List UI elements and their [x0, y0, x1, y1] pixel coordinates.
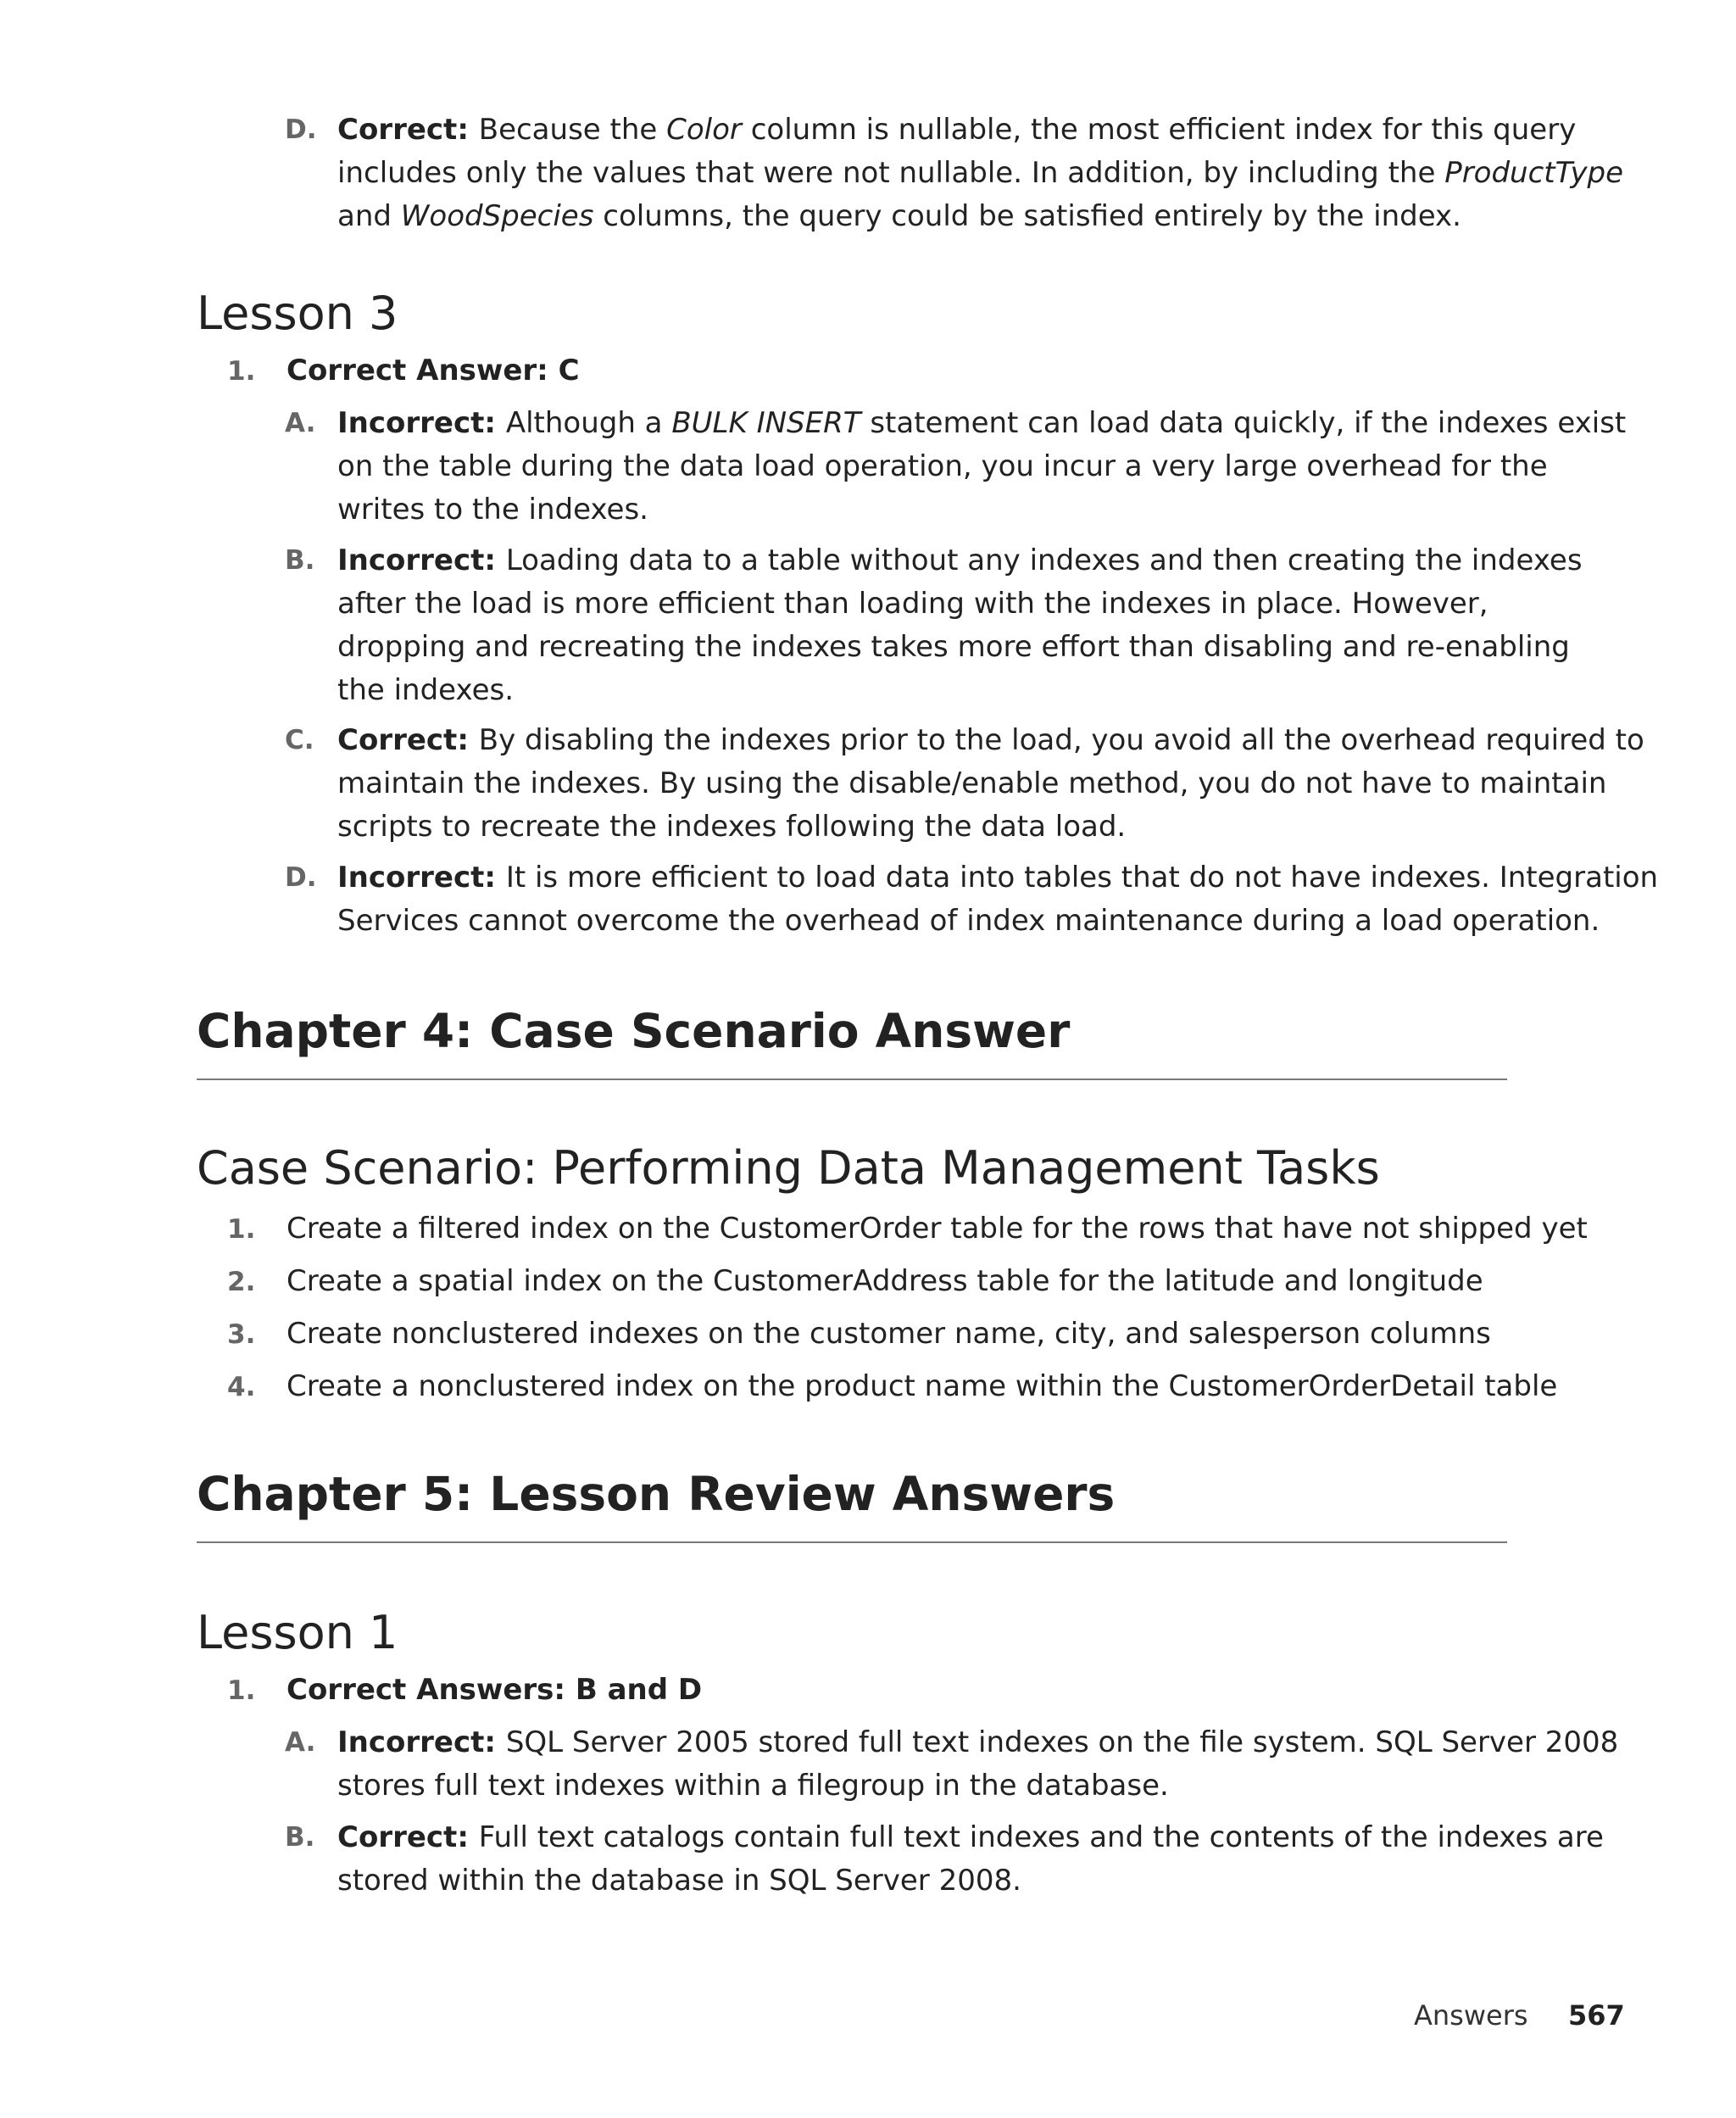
lesson-1-heading: Lesson 1: [197, 1606, 398, 1659]
list-item-number: 2.: [227, 1267, 256, 1297]
option-text: [337, 1816, 1604, 1903]
italic-term: ProductType: [1444, 156, 1624, 190]
question-1-row: [227, 349, 580, 393]
scenario-list-item: [227, 1313, 1491, 1357]
list-item-text: Create nonclustered indexes on the customer name, city, and salesperson columns: [287, 1317, 1491, 1351]
option-status: Correct:: [337, 1820, 479, 1854]
option-line: stored within the database in SQL Server 2008.: [337, 1864, 1021, 1898]
option-text: [337, 109, 1624, 238]
question-number: 1.: [227, 1675, 256, 1706]
option-line: Correct: By disabling the indexes prior to the load, you avoid all the overhead required to: [337, 723, 1644, 757]
case-scenario-heading: Case Scenario: Performing Data Management Tasks: [197, 1141, 1380, 1195]
scenario-list-item: [227, 1207, 1588, 1251]
option-line: Incorrect: SQL Server 2005 stored full text indexes on the file system. SQL Server 2008: [337, 1725, 1619, 1759]
option-line: on the table during the data load operation, you incur a very large overhead for the: [337, 449, 1548, 483]
option-status: Correct:: [337, 113, 479, 147]
option-text: [337, 402, 1627, 532]
option-status: Incorrect:: [337, 1725, 506, 1759]
scenario-list-item: [227, 1365, 1557, 1409]
option-line: the indexes.: [337, 673, 515, 707]
option-letter: C.: [285, 725, 314, 755]
option-line: stores full text indexes within a filegroup in the database.: [337, 1769, 1169, 1803]
option-text: [337, 719, 1644, 849]
chapter-5-heading: Chapter 5: Lesson Review Answers: [197, 1467, 1116, 1521]
option-line: Services cannot overcome the overhead of index maintenance during a load operation.: [337, 904, 1600, 938]
option-line: Correct: Full text catalogs contain full text indexes and the contents of the indexes are: [337, 1820, 1604, 1854]
option-status: Correct:: [337, 723, 479, 757]
option-status: Incorrect:: [337, 406, 506, 440]
option-text: [337, 539, 1583, 712]
correct-answer-line: Correct Answer: C: [287, 354, 580, 387]
list-item-number: 4.: [227, 1372, 256, 1402]
question-number: 1.: [227, 356, 256, 387]
list-item-text: Create a spatial index on the CustomerAddress table for the latitude and longitude: [287, 1264, 1483, 1298]
option-text: [337, 856, 1659, 943]
list-item-text: Create a nonclustered index on the product name within the CustomerOrderDetail table: [287, 1369, 1558, 1403]
lesson-3-heading: Lesson 3: [197, 287, 398, 340]
correct-answer-line: Correct Answers: B and D: [287, 1673, 703, 1707]
list-item-number: 1.: [227, 1214, 256, 1245]
option-line: Correct: Because the Color column is nullable, the most efficient index for this query: [337, 113, 1577, 147]
option-line: writes to the indexes.: [337, 493, 648, 527]
option-line: Incorrect: It is more efficient to load data into tables that do not have indexes. Integration: [337, 861, 1659, 895]
option-letter: B.: [285, 545, 315, 576]
option-line: scripts to recreate the indexes following the data load.: [337, 810, 1127, 844]
italic-term: Color: [666, 113, 742, 147]
list-item-number: 3.: [227, 1319, 256, 1350]
option-status: Incorrect:: [337, 861, 506, 895]
ch5-question-1-row: [227, 1669, 702, 1713]
option-line: Incorrect: Although a BULK INSERT statement can load data quickly, if the indexes exist: [337, 406, 1627, 440]
option-line: includes only the values that were not nullable. In addition, by including the ProductType: [337, 156, 1624, 190]
option-letter: D.: [285, 862, 317, 893]
option-letter: A.: [285, 1727, 316, 1758]
chapter-5-rule: [197, 1541, 1507, 1543]
option-status: Incorrect:: [337, 543, 506, 577]
option-letter: A.: [285, 408, 316, 438]
option-letter: D.: [285, 114, 317, 145]
scenario-list-item: [227, 1260, 1483, 1304]
italic-term: WoodSpecies: [400, 199, 594, 233]
option-line: after the load is more efficient than loading with the indexes in place. However,: [337, 587, 1488, 621]
footer-section-label: Answers: [1414, 1999, 1528, 2032]
page-number: 567: [1568, 1999, 1625, 2032]
italic-term: BULK INSERT: [671, 406, 861, 440]
chapter-4-heading: Chapter 4: Case Scenario Answer: [197, 1004, 1071, 1058]
option-line: and WoodSpecies columns, the query could be satisfied entirely by the index.: [337, 199, 1461, 233]
chapter-4-rule: [197, 1079, 1507, 1080]
option-line: dropping and recreating the indexes takes more effort than disabling and re-enabling: [337, 630, 1570, 664]
option-line: Incorrect: Loading data to a table without any indexes and then creating the indexes: [337, 543, 1583, 577]
option-letter: B.: [285, 1822, 315, 1853]
list-item-text: Create a filtered index on the CustomerOrder table for the rows that have not shipped yet: [287, 1212, 1588, 1246]
option-line: maintain the indexes. By using the disable/enable method, you do not have to maintain: [337, 766, 1607, 800]
option-text: [337, 1721, 1619, 1808]
